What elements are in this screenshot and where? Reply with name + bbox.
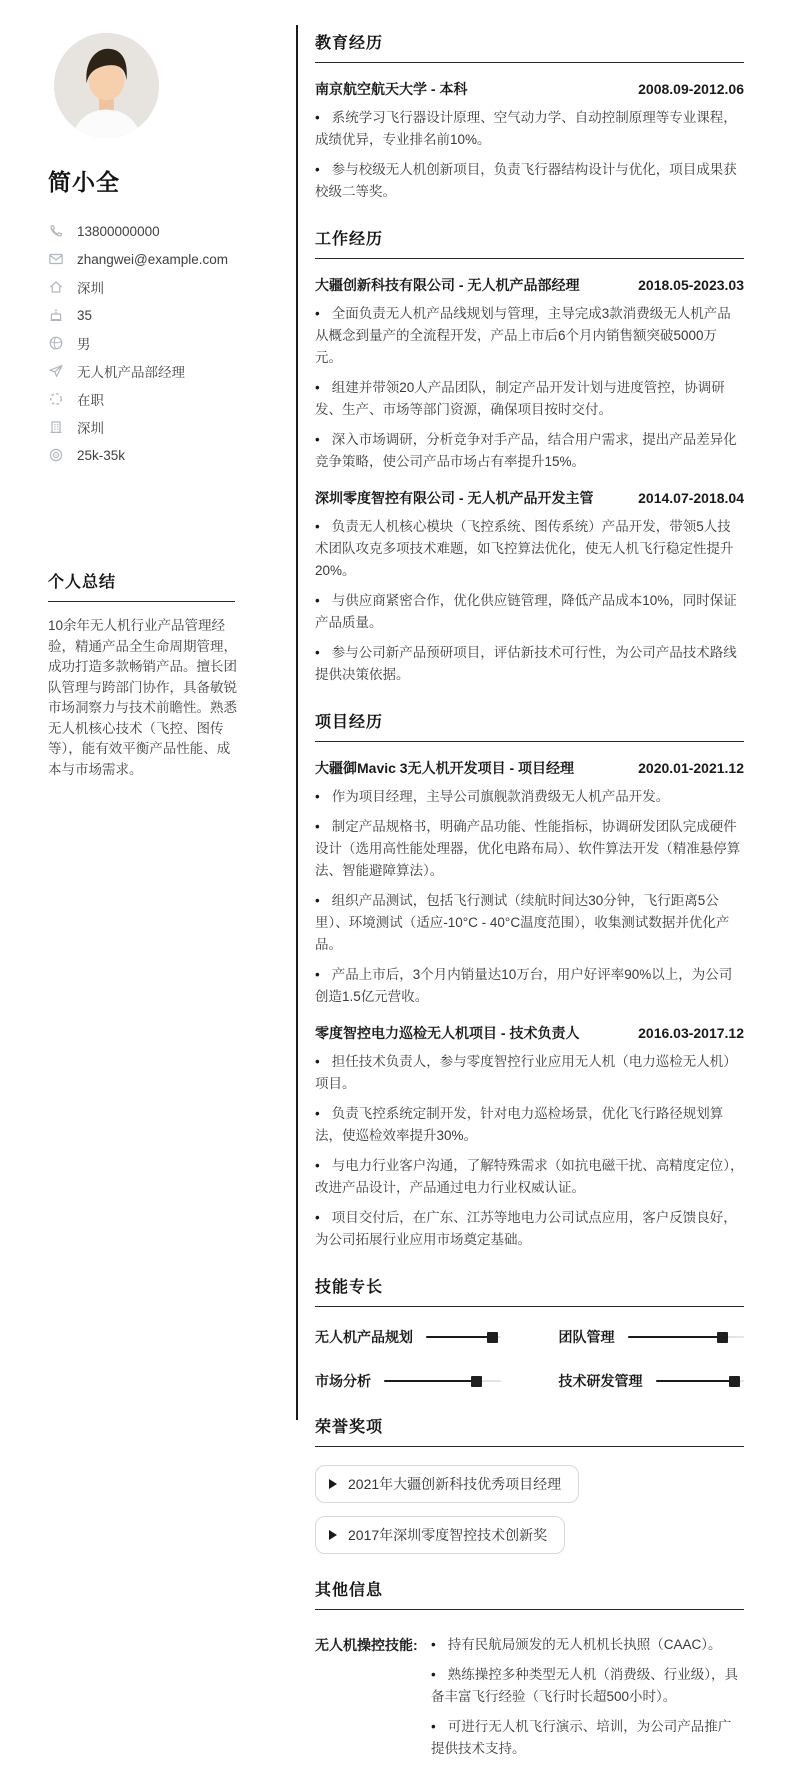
bullet-item: • 组建并带领20人产品团队，制定产品开发计划与进度管控，协调研发、生产、市场等部门资源，确保项目按时交付。 [315, 377, 744, 421]
work-title: 工作经历 [315, 226, 744, 259]
main-column [315, 30, 744, 1783]
age-icon [48, 307, 64, 323]
skill-item [315, 1327, 501, 1347]
section-work [315, 226, 744, 686]
city-value: 深圳 [77, 281, 104, 296]
bullet-item: • 持有民航局颁发的无人机机长执照（CAAC）。 [431, 1634, 744, 1656]
gender-icon [48, 335, 64, 351]
work-bullets [315, 516, 744, 686]
education-bullets [315, 107, 744, 203]
building-icon [48, 419, 64, 435]
candidate-name: 简小全 [48, 169, 120, 195]
phone-value: 13800000000 [77, 223, 160, 239]
bullet-item: • 项目交付后，在广东、江苏等地电力公司试点应用，客户反馈良好，为公司拓展行业应用市场奠定基础。 [315, 1207, 744, 1251]
skill-slider [656, 1380, 745, 1382]
entry-header [315, 275, 744, 295]
slider-knob[interactable] [487, 1332, 498, 1343]
honor-list [315, 1463, 744, 1554]
skill-label: 市场分析 [315, 1373, 371, 1389]
skill-slider [628, 1336, 745, 1338]
project-entry [315, 1023, 744, 1251]
bullet-item: • 与电力行业客户沟通，了解特殊需求（如抗电磁干扰、高精度定位），改进产品设计，产品通过电力行业权威认证。 [315, 1155, 744, 1199]
projects-title: 项目经历 [315, 709, 744, 742]
contact-list [48, 217, 248, 469]
honor-text: 2021年大疆创新科技优秀项目经理 [348, 1476, 562, 1492]
skill-fill [628, 1336, 724, 1338]
home-icon [48, 279, 64, 295]
contact-age [48, 301, 248, 329]
work-entry [315, 275, 744, 473]
work-city-value: 深圳 [77, 421, 104, 436]
section-education [315, 30, 744, 203]
contact-email [48, 245, 248, 273]
summary-title: 个人总结 [48, 569, 235, 602]
bullet-item: • 可进行无人机飞行演示、培训，为公司产品推广提供技术支持。 [431, 1716, 744, 1760]
slider-knob[interactable] [717, 1332, 728, 1343]
project-bullets [315, 786, 744, 1008]
skills-title: 技能专长 [315, 1274, 744, 1307]
skill-label: 团队管理 [558, 1329, 615, 1345]
bullet-item: • 参与公司新产品预研项目，评估新技术可行性，为公司产品技术路线提供决策依据。 [315, 642, 744, 686]
position-icon [48, 363, 64, 379]
salary-value: 25k-35k [77, 447, 126, 463]
contact-phone [48, 217, 248, 245]
work-date: 2014.07-2018.04 [638, 490, 744, 506]
avatar [54, 33, 159, 138]
email-value: zhangwei@example.com [77, 251, 229, 267]
skill-label: 无人机产品规划 [315, 1329, 413, 1345]
skill-item [315, 1371, 501, 1391]
contact-status [48, 385, 248, 413]
contact-work-city [48, 413, 248, 441]
project-date: 2016.03-2017.12 [638, 1025, 744, 1041]
other-row [315, 1626, 744, 1760]
other-label: 无人机操控技能: [315, 1637, 418, 1653]
project-date: 2020.01-2021.12 [638, 760, 744, 776]
company-name: 大疆创新科技有限公司 - 无人机产品部经理 [315, 277, 580, 293]
honor-item[interactable] [315, 1516, 565, 1554]
summary-text: 10余年无人机行业产品管理经验，精通产品全生命周期管理，成功打造多款畅销产品。擅长团队管理与跨部门协作，具备敏锐市场洞察力与技术前瞻性。熟悉无人机核心技术（飞控、图传等），能有效平衡产品性能、成本与市场需求。 [48, 618, 237, 777]
education-date: 2008.09-2012.06 [638, 81, 744, 97]
entry-header [315, 79, 744, 99]
section-other [315, 1577, 744, 1760]
slider-knob[interactable] [729, 1376, 740, 1387]
work-bullets [315, 303, 744, 473]
bullet-item: • 制定产品规格书，明确产品功能、性能指标，协调研发团队完成硬件设计（选用高性能处理器，优化电路布局）、软件算法开发（精准悬停算法、智能避障算法）。 [315, 816, 744, 882]
skill-slider [384, 1380, 501, 1382]
honors-title: 荣誉奖项 [315, 1414, 744, 1447]
bullet-item: • 与供应商紧密合作，优化供应链管理，降低产品成本10%，同时保证产品质量。 [315, 590, 744, 634]
project-entry [315, 758, 744, 1008]
mail-icon [48, 251, 64, 267]
entry-header [315, 488, 744, 508]
work-entry [315, 488, 744, 686]
bullet-item: • 熟练操控多种类型无人机（消费级、行业级），具备丰富飞行经验（飞行时长超500小时）。 [431, 1664, 744, 1708]
project-name: 大疆御Mavic 3无人机开发项目 - 项目经理 [315, 760, 575, 776]
phone-icon [48, 223, 64, 239]
section-projects [315, 709, 744, 1251]
company-name: 深圳零度智控有限公司 - 无人机产品开发主管 [315, 490, 594, 506]
other-bullets [431, 1626, 744, 1760]
salary-icon [48, 447, 64, 463]
skill-fill [384, 1380, 477, 1382]
skill-slider [426, 1336, 501, 1338]
personal-summary [48, 569, 248, 780]
bullet-item: • 作为项目经理，主导公司旗舰款消费级无人机产品开发。 [315, 786, 744, 808]
entry-header [315, 758, 744, 778]
age-value: 35 [77, 307, 93, 323]
bullet-item: • 深入市场调研，分析竞争对手产品，结合用户需求，提出产品差异化竞争策略，使公司产品市场占有率提升15%。 [315, 429, 744, 473]
honor-text: 2017年深圳零度智控技术创新奖 [348, 1527, 548, 1543]
skill-fill [656, 1380, 736, 1382]
contact-position [48, 357, 248, 385]
contact-gender [48, 329, 248, 357]
section-honors [315, 1414, 744, 1554]
bullet-item: • 全面负责无人机产品线规划与管理，主导完成3款消费级无人机产品从概念到量产的全流程开发，产品上市后6个月内销售额突破5000万元。 [315, 303, 744, 369]
skill-item [559, 1371, 745, 1391]
education-title: 教育经历 [315, 30, 744, 63]
column-divider [296, 25, 298, 1420]
bullet-item: • 参与校级无人机创新项目，负责飞行器结构设计与优化，项目成果获校级二等奖。 [315, 159, 744, 203]
project-name: 零度智控电力巡检无人机项目 - 技术负责人 [315, 1025, 580, 1041]
bullet-item: • 负责飞控系统定制开发，针对电力巡检场景，优化飞行路径规划算法，使巡检效率提升30%。 [315, 1103, 744, 1147]
entry-header [315, 1023, 744, 1043]
play-triangle-icon [329, 1530, 337, 1540]
contact-salary [48, 441, 248, 469]
skills-grid [315, 1323, 744, 1391]
education-entry [315, 79, 744, 203]
sidebar [48, 33, 248, 780]
skill-item [559, 1327, 745, 1347]
bullet-item: • 系统学习飞行器设计原理、空气动力学、自动控制原理等专业课程，成绩优异，专业排名前10%。 [315, 107, 744, 151]
skill-label: 技术研发管理 [558, 1373, 643, 1389]
contact-city [48, 273, 248, 301]
skill-fill [426, 1336, 493, 1338]
avatar-photo [54, 33, 159, 138]
bullet-item: • 担任技术负责人，参与零度智控行业应用无人机（电力巡检无人机）项目。 [315, 1051, 744, 1095]
gender-value: 男 [77, 337, 91, 352]
honor-item[interactable] [315, 1465, 579, 1503]
position-value: 无人机产品部经理 [77, 365, 185, 380]
status-value: 在职 [77, 393, 104, 408]
bullet-item: • 产品上市后，3个月内销量达10万台，用户好评率90%以上，为公司创造1.5亿元营收。 [315, 964, 744, 1008]
other-title: 其他信息 [315, 1577, 744, 1610]
bullet-item: • 组织产品测试，包括飞行测试（续航时间达30分钟，飞行距离5公里）、环境测试（适应-10°C - 40°C温度范围），收集测试数据并优化产品。 [315, 890, 744, 956]
project-bullets [315, 1051, 744, 1251]
school-name: 南京航空航天大学 - 本科 [315, 81, 468, 97]
status-icon [48, 391, 64, 407]
play-triangle-icon [329, 1479, 337, 1489]
slider-knob[interactable] [471, 1376, 482, 1387]
work-date: 2018.05-2023.03 [638, 277, 744, 293]
bullet-item: • 负责无人机核心模块（飞控系统、图传系统）产品开发，带领5人技术团队攻克多项技术难题，如飞控算法优化，使无人机飞行稳定性提升20%。 [315, 516, 744, 582]
section-skills [315, 1274, 744, 1391]
